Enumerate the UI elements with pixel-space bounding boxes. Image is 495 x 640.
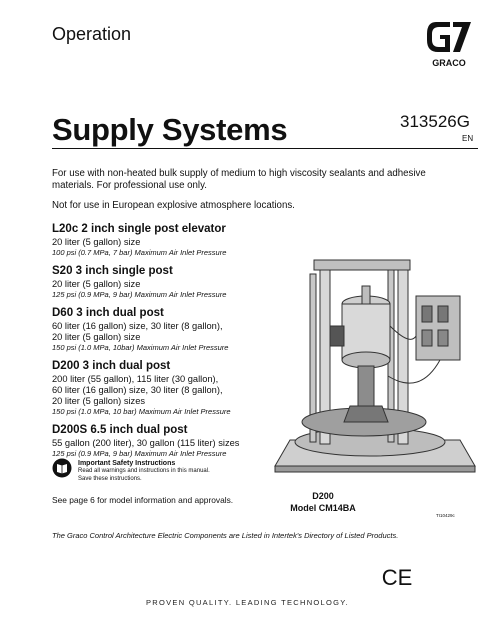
model-size: 20 liter (5 gallon) size	[52, 237, 141, 247]
figure-caption-model: D200	[312, 491, 334, 501]
notice-paragraph: Not for use in European explosive atmosphere locations.	[52, 200, 295, 211]
model-pressure: 150 psi (1.0 MPa, 10 bar) Maximum Air Inlet Pressure	[52, 407, 231, 416]
title-divider	[52, 148, 478, 149]
page-title: Supply Systems	[52, 112, 288, 147]
figure-id: TI10429c	[436, 513, 455, 518]
model-entry-l20c	[52, 222, 292, 258]
d200-supply-system-illustration	[270, 226, 480, 478]
model-size: 20 liter (5 gallon) sizes	[52, 396, 146, 406]
model-name: D200S 6.5 inch dual post	[52, 424, 188, 436]
figure-caption-number: Model CM14BA	[290, 503, 356, 513]
figure-caption	[268, 490, 378, 514]
model-size: 60 liter (16 gallon) size, 30 liter (8 gallon),	[52, 385, 223, 395]
document-number: 313526G	[400, 112, 470, 131]
intro-paragraph: For use with non-heated bulk supply of medium to high viscosity sealants and adhesive materials. For professional use only.	[52, 168, 426, 191]
model-pressure: 150 psi (1.0 MPa, 10bar) Maximum Air Inlet Pressure	[52, 343, 229, 352]
model-name: D60 3 inch dual post	[52, 307, 164, 319]
model-size: 20 liter (5 gallon) size	[52, 332, 141, 342]
ce-mark-icon	[380, 565, 414, 589]
model-entry-d200	[52, 359, 292, 417]
model-size: 200 liter (55 gallon), 115 liter (30 gallon),	[52, 374, 219, 384]
logo-wordmark: GRACO	[432, 58, 466, 68]
manual-warning-icon	[52, 458, 72, 478]
model-pressure: 125 psi (0.9 MPa, 9 bar) Maximum Air Inlet Pressure	[52, 449, 227, 458]
model-size: 60 liter (16 gallon) size, 30 liter (8 gallon),	[52, 321, 223, 331]
model-pressure: 125 psi (0.9 MPa, 9 bar) Maximum Air Inlet Pressure	[52, 290, 227, 299]
model-name: L20c 2 inch single post elevator	[52, 223, 226, 235]
listing-footnote: The Graco Control Architecture Electric Components are Listed in Intertek's Directory of Listed Products.	[52, 531, 399, 540]
graco-logo	[420, 18, 478, 70]
section-heading: Operation	[52, 24, 132, 44]
model-info-reference: See page 6 for model information and approvals.	[52, 495, 234, 505]
model-entry-s20	[52, 264, 292, 300]
safety-line: Read all warnings and instructions in this manual.	[78, 468, 210, 474]
model-name: S20 3 inch single post	[52, 265, 173, 277]
model-pressure: 100 psi (0.7 MPa, 7 bar) Maximum Air Inlet Pressure	[52, 248, 227, 257]
safety-line: Save these instructions.	[78, 475, 142, 482]
brand-tagline: PROVEN QUALITY. LEADING TECHNOLOGY.	[145, 598, 350, 607]
model-list	[52, 222, 292, 465]
ce-mark-text: CE	[381, 565, 413, 589]
safety-title: Important Safety Instructions	[78, 460, 176, 467]
model-size: 20 liter (5 gallon) size	[52, 279, 141, 289]
model-entry-d200s	[52, 423, 292, 459]
language-code: EN	[462, 134, 474, 143]
model-name: D200 3 inch dual post	[52, 360, 171, 372]
model-size: 55 gallon (200 liter), 30 gallon (115 liter) sizes	[52, 438, 240, 448]
model-entry-d60	[52, 306, 292, 353]
